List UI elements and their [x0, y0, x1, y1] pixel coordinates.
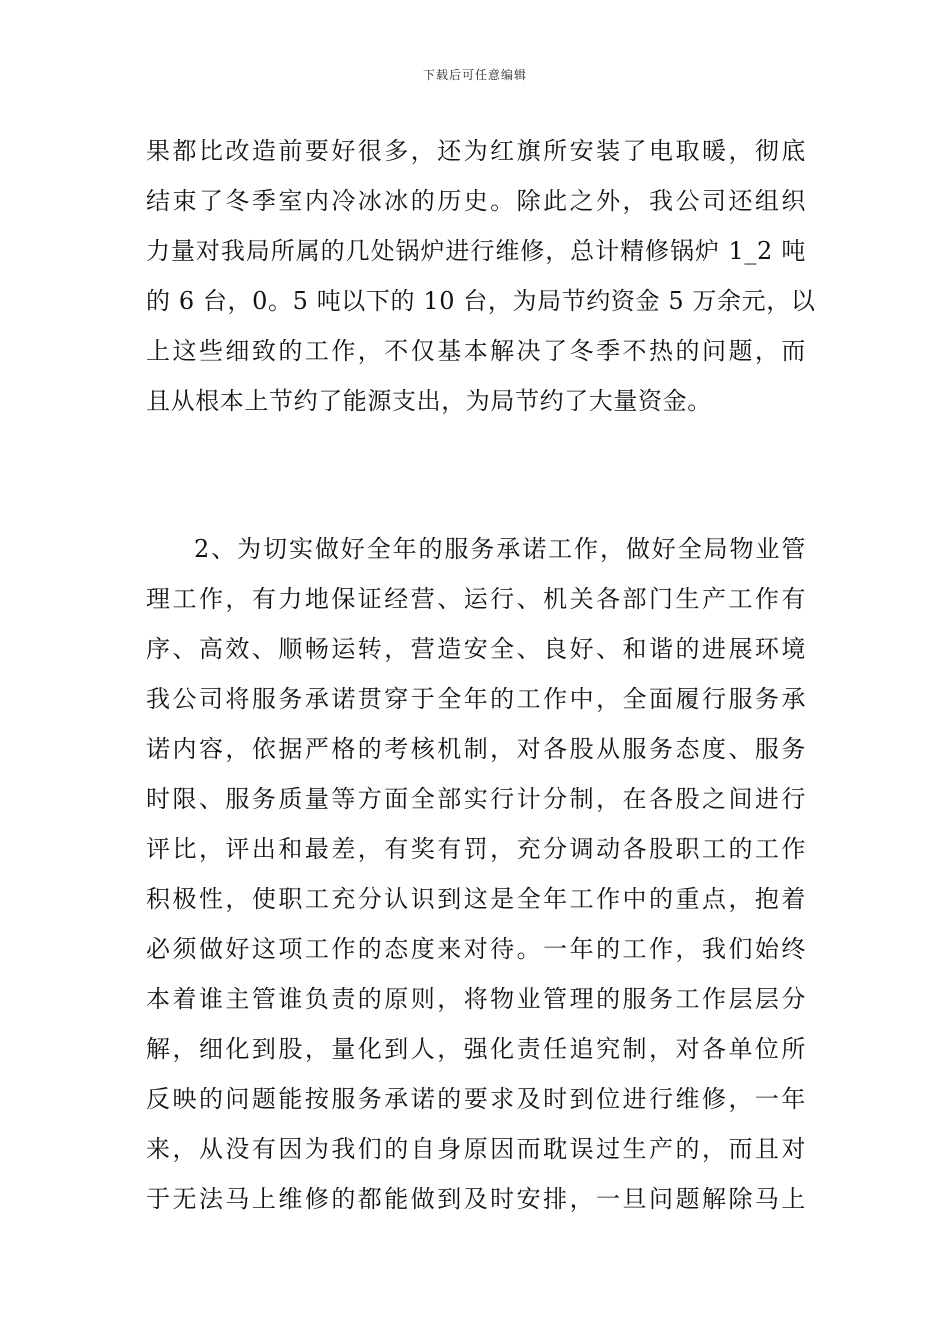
- text-line: 积极性，使职工充分认识到这是全年工作中的重点，抱着: [146, 885, 806, 913]
- text-line: 上这些细致的工作，不仅基本解决了冬季不热的问题，而: [146, 337, 806, 365]
- text-line: 果都比改造前要好很多，还为红旗所安装了电取暖，彻底: [146, 137, 806, 165]
- page-header-note: 下载后可任意编辑: [422, 68, 527, 82]
- text-line: 解，细化到股，量化到人，强化责任追究制，对各单位所: [146, 1035, 806, 1063]
- text-line: 2、为切实做好全年的服务承诺工作，做好全局物业管: [194, 535, 806, 563]
- text-line: 评比，评出和最差，有奖有罚，充分调动各股职工的工作: [146, 835, 806, 863]
- text-line: 理工作，有力地保证经营、运行、机关各部门生产工作有: [146, 585, 806, 613]
- text-line: 时限、服务质量等方面全部实行计分制，在各股之间进行: [146, 785, 806, 813]
- text-line: 反映的问题能按服务承诺的要求及时到位进行维修，一年: [146, 1085, 806, 1113]
- text-line: 的 6 台，0。5 吨以下的 10 台，为局节约资金 5 万余元，以: [146, 287, 816, 315]
- text-line: 于无法马上维修的都能做到及时安排，一旦问题解除马上: [146, 1185, 806, 1213]
- text-line: 力量对我局所属的几处锅炉进行维修，总计精修锅炉 1_2 吨: [146, 237, 806, 265]
- text-line: 我公司将服务承诺贯穿于全年的工作中，全面履行服务承: [146, 685, 806, 713]
- text-line: 且从根本上节约了能源支出，为局节约了大量资金。: [146, 387, 712, 415]
- text-line: 本着谁主管谁负责的原则，将物业管理的服务工作层层分: [146, 985, 806, 1013]
- text-line: 必须做好这项工作的态度来对待。一年的工作，我们始终: [146, 935, 806, 963]
- text-line: 诺内容，依据严格的考核机制，对各股从服务态度、服务: [146, 735, 806, 763]
- text-line: 结束了冬季室内冷冰冰的历史。除此之外，我公司还组织: [146, 187, 806, 215]
- text-line: 来，从没有因为我们的自身原因而耽误过生产的，而且对: [146, 1135, 806, 1163]
- text-line: 序、高效、顺畅运转，营造安全、良好、和谐的进展环境: [146, 635, 806, 663]
